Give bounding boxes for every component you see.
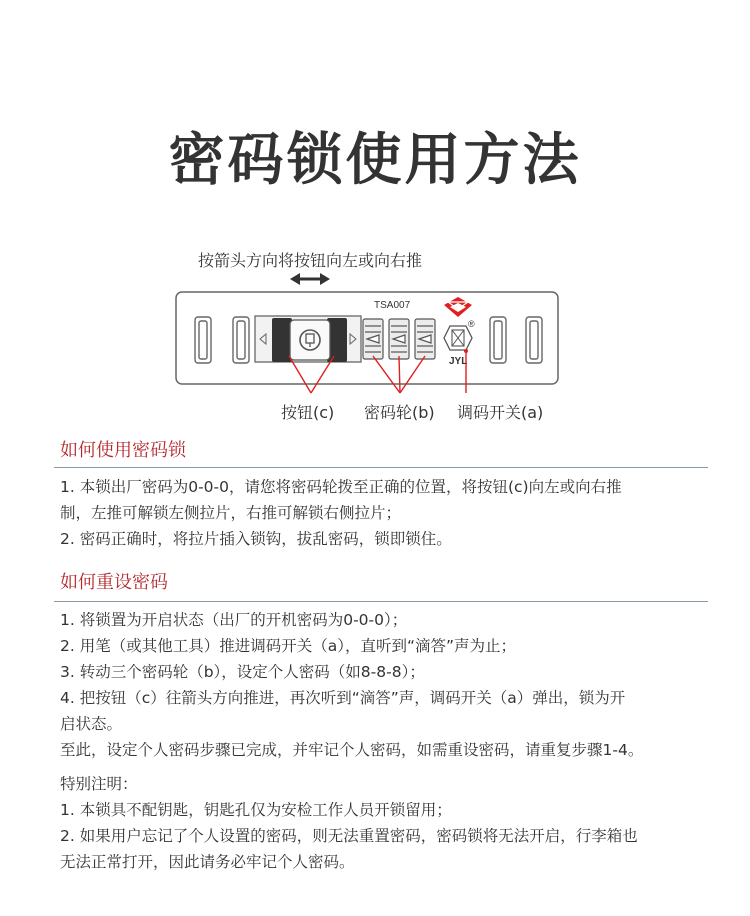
section-use-body [60, 474, 710, 552]
text-line: 1. 将锁置为开启状态（出厂的开机密码为0-0-0）； [60, 611, 408, 629]
label-reset-switch: 调码开关(a) [457, 403, 544, 422]
section-reset-heading: 如何重设密码 [60, 572, 168, 593]
text-line: 1. 本锁出厂密码为0-0-0，请您将密码轮拨至正确的位置，将按钮(c)向左或向右推 [60, 478, 622, 496]
double-arrow-icon [290, 273, 330, 285]
text-line: 2. 密码正确时，将拉片插入锁钩，拔乱密码，锁即锁住。 [60, 530, 452, 548]
section-use-heading: 如何使用密码锁 [60, 440, 186, 461]
section-use-divider [54, 467, 708, 468]
label-wheels: 密码轮(b) [364, 403, 435, 422]
text-line: 启状态。 [60, 715, 123, 733]
text-line: 4. 把按钮（c）往箭头方向推进，再次听到“滴答”声，调码开关（a）弹出，锁为开 [60, 689, 626, 707]
brand-label: JYL [449, 356, 468, 367]
slide-button-icon [272, 318, 347, 362]
label-button: 按钮(c) [281, 403, 335, 422]
combination-wheel-icon [363, 319, 435, 359]
reset-switch-icon [444, 326, 472, 350]
page-title: 密码锁使用方法 [168, 128, 582, 193]
lock-diagram [0, 240, 750, 430]
text-line: 1. 本锁具不配钥匙，钥匙孔仅为安检工作人员开锁留用； [60, 801, 452, 819]
text-line: 2. 如果用户忘记了个人设置的密码，则无法重置密码，密码锁将无法开启，行李箱也 [60, 827, 638, 845]
text-line: 制，左推可解锁左侧拉片，右推可解锁右侧拉片； [60, 504, 402, 522]
model-label: TSA007 [374, 300, 411, 311]
notes-heading: 特别注明： [60, 775, 138, 793]
text-line: 3. 转动三个密码轮（b），设定个人密码（如8-8-8）； [60, 663, 425, 681]
text-line: 无法正常打开，因此请务必牢记个人密码。 [60, 853, 355, 871]
push-instruction: 按箭头方向将按钮向左或向右推 [198, 251, 423, 270]
notes-body [60, 771, 710, 875]
text-line: 至此，设定个人密码步骤已完成，并牢记个人密码，如需重设密码，请重复步骤1-4。 [60, 741, 644, 759]
registered-mark: ® [468, 319, 475, 329]
section-reset-divider [54, 601, 708, 602]
section-reset-body [60, 607, 710, 763]
text-line: 2. 用笔（或其他工具）推进调码开关（a），直听到“滴答”声为止； [60, 637, 517, 655]
